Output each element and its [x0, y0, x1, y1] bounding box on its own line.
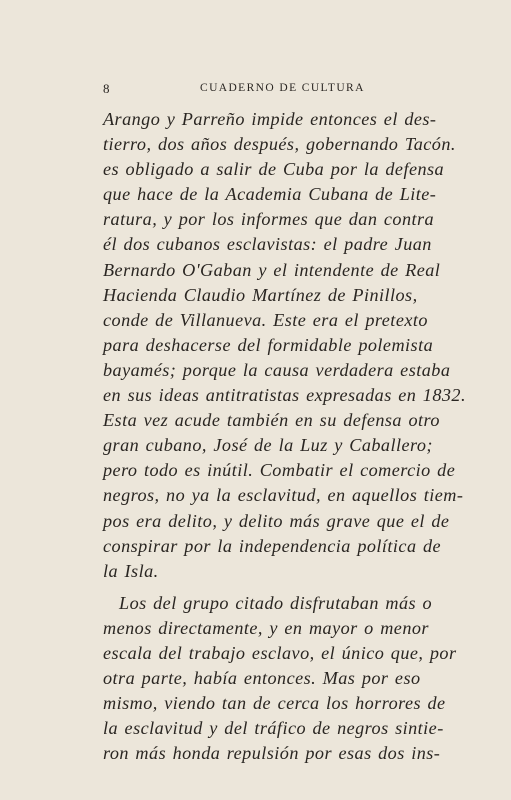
- text-line: tierro, dos años después, gobernando Tacón.: [103, 134, 456, 155]
- paragraph: [103, 107, 475, 584]
- text-line: Esta vez acude también en su defensa otro: [103, 410, 440, 431]
- text-line: pero todo es inútil. Combatir el comercio de: [103, 460, 456, 481]
- text-line: Bernardo O'Gaban y el intendente de Real: [103, 259, 441, 280]
- text-line: es obligado a salir de Cuba por la defensa: [103, 159, 445, 180]
- text-line: bayamés; porque la causa verdadera estaba: [103, 359, 451, 380]
- text-line: la Isla.: [103, 560, 159, 581]
- text-line: pos era delito, y delito más grave que el de: [103, 510, 450, 531]
- text-line: Arango y Parreño impide entonces el des-: [103, 109, 437, 129]
- page-header: [103, 81, 487, 99]
- paragraph: [103, 591, 475, 767]
- body-text: [103, 107, 475, 766]
- text-line: negros, no ya la esclavitud, en aquellos tiem-: [103, 485, 464, 506]
- text-line: la esclavitud y del tráfico de negros sintie-: [103, 718, 444, 739]
- text-line: Hacienda Claudio Martínez de Pinillos,: [103, 284, 418, 305]
- running-head: CUADERNO DE CULTURA: [200, 82, 365, 94]
- text-line: en sus ideas antitratistas expresadas en 1832.: [103, 385, 466, 406]
- text-line: que hace de la Academia Cubana de Lite-: [103, 184, 437, 205]
- text-line: gran cubano, José de la Luz y Caballero;: [103, 435, 433, 456]
- text-line: Los del grupo citado disfrutaban más o: [119, 592, 433, 613]
- text-line: ratura, y por los informes que dan contra: [103, 209, 435, 230]
- text-line: menos directamente, y en mayor o menor: [103, 617, 429, 638]
- page-number: 8: [103, 81, 110, 96]
- text-line: conde de Villanueva. Este era el pretexto: [103, 309, 428, 330]
- text-line: él dos cubanos esclavistas: el padre Juan: [103, 234, 432, 255]
- text-line: para deshacerse del formidable polemista: [103, 334, 434, 355]
- text-line: conspirar por la independencia política de: [103, 535, 442, 556]
- text-line: mismo, viendo tan de cerca los horrores de: [103, 693, 446, 714]
- text-line: otra parte, había entonces. Mas por eso: [103, 668, 421, 689]
- text-line: ron más honda repulsión por esas dos ins-: [103, 743, 441, 764]
- text-line: escala del trabajo esclavo, el único que, por: [103, 642, 457, 663]
